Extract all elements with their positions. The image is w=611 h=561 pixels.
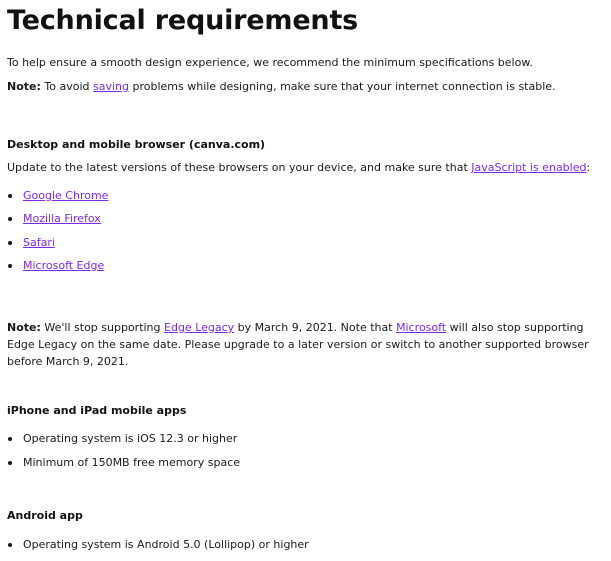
note-text: We'll stop supporting [40,320,165,334]
mozilla-firefox-link[interactable]: Mozilla Firefox [23,212,101,226]
microsoft-link[interactable]: Microsoft [396,320,447,334]
list-item [7,210,611,227]
list-item: Operating system is iOS 12.3 or higher [7,430,611,447]
desktop-intro-colon: : [586,161,591,174]
intro-paragraph: To help ensure a smooth design experience, we recommend the minimum specifications below. [7,56,533,69]
android-requirements-list [7,536,611,553]
note-text: will also stop supporting Edge Legacy on the same date. Please upgrade to a later version or switch to another supported browser before March 9, 2021. [7,320,589,368]
desktop-browser-heading: Desktop and mobile browser (canva.com) [7,138,266,151]
note-label: Note: [7,320,41,334]
browser-list [7,187,611,274]
ios-apps-heading: iPhone and iPad mobile apps [7,403,187,417]
list-item: Minimum of 150MB free memory space [7,454,611,471]
saving-link[interactable]: saving [92,80,129,93]
note-saving [7,78,611,95]
note-label: Note: [7,80,41,93]
list-item [7,234,611,251]
note-text: problems while designing, make sure that your internet connection is stable. [128,80,556,93]
microsoft-edge-link[interactable]: Microsoft Edge [23,258,105,272]
note-text: To avoid [40,80,93,93]
desktop-intro-text: Update to the latest versions of these browsers on your device, and make sure that [7,161,472,174]
list-item [7,187,611,204]
list-item: Operating system is Android 5.0 (Lollipop) or higher [7,536,611,553]
safari-link[interactable]: Safari [23,235,55,249]
javascript-enabled-link[interactable]: JavaScript is enabled [471,161,587,174]
android-app-heading: Android app [7,508,83,522]
list-item [7,257,611,274]
note-text: by March 9, 2021. Note that [234,320,397,334]
desktop-intro [7,159,611,176]
google-chrome-link[interactable]: Google Chrome [23,189,109,202]
ios-requirements-list [7,430,611,471]
note-edge-legacy [7,319,603,370]
edge-legacy-link[interactable]: Edge Legacy [164,320,235,334]
page-title: Technical requirements [7,5,359,36]
